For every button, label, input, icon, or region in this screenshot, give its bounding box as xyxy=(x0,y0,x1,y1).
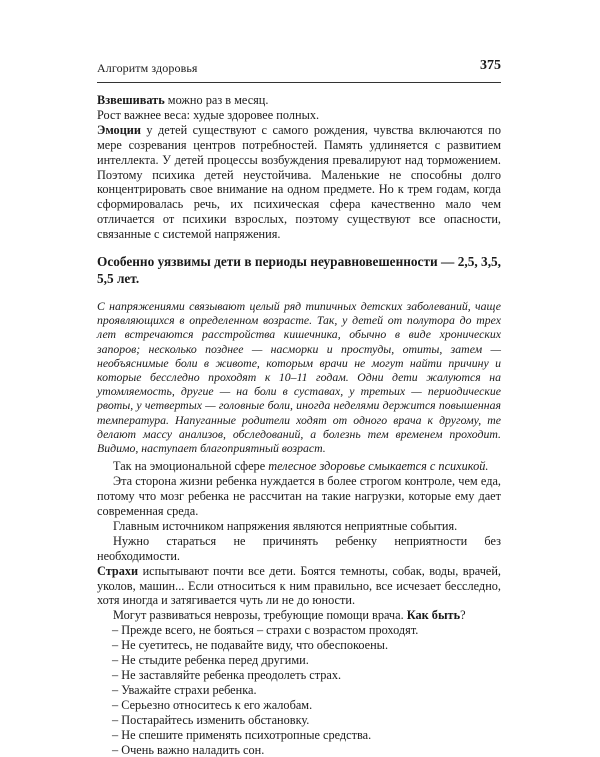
running-header xyxy=(97,60,501,83)
advice-list xyxy=(97,623,501,757)
paragraph-neuroses xyxy=(97,608,501,623)
term-fears: Страхи xyxy=(97,563,139,578)
term-how: Как быть xyxy=(406,608,461,623)
term-emotions: Эмоции xyxy=(97,122,141,137)
italic-paragraph: С напряжениями связывают целый ряд типичных детских заболеваний, чаще проявляющихся в определенном возрасте. Так, у детей от полутора до трех лет встречаются расстройства кишечника, обычно в виде хронических запоров; несколько позднее — насморки и простуды, отиты, затем — необъяснимые боли в животе, которым врачи не могут найти причину и которые бесследно проходят к 10–11 годам. Одни дети жалуются на утомляемость, другие — на боли в суставах, у третьих — периодические рвоты, у четвертых — головные боли, иногда неделями держится повышенная температура. Напуганные родители ходят от одного врача к другому, те делают массу анализов, обследований, а болезнь тем временем проходит. Видимо, наступает благоприятный возраст. xyxy=(97,299,501,456)
list-item: – Не спешите применять психотропные средства. xyxy=(112,727,372,742)
paragraph-emotional-sphere-text: Так на эмоциональной сфере xyxy=(113,459,269,474)
list-item: – Постарайтесь изменить обстановку. xyxy=(112,712,310,727)
paragraph-emotional-sphere xyxy=(97,459,501,474)
paragraph-weigh-text: можно раз в месяц. xyxy=(164,93,269,107)
paragraph-weigh xyxy=(97,93,501,108)
paragraph-emotions xyxy=(97,123,501,242)
running-header-title: Алгоритм здоровья xyxy=(97,61,198,75)
list-item: – Уважайте страхи ребенка. xyxy=(112,682,257,697)
paragraph-source: Главным источником напряжения являются неприятные события. xyxy=(113,518,458,533)
paragraph-advice: Нужно стараться не причинять ребенку неприятности без необходимости. xyxy=(97,533,501,563)
page-body xyxy=(97,93,501,757)
section-heading: Особенно уязвимы дети в периоды неуравновешенности — 2,5, 3,5, 5,5 лет. xyxy=(97,254,501,286)
paragraph-fears-text: испытывают почти все дети. Боятся темноты, собак, воды, врачей, уколов, машин... Если относиться к ним правильно, все исчезает бесследно, хотя иногда и затягивается чуть ли не до юности. xyxy=(97,563,501,608)
paragraph-neuroses-text: Могут развиваться неврозы, требующие помощи врача. xyxy=(113,608,407,623)
page-number: 375 xyxy=(480,58,501,73)
list-item: – Не стыдите ребенка перед другими. xyxy=(112,653,309,668)
paragraph-fears xyxy=(97,564,501,609)
list-item: – Не суетитесь, не подавайте виду, что обеспокоены. xyxy=(112,638,389,653)
emphasis-health-psyche: телесное здоровье смыкается с психикой. xyxy=(268,459,489,474)
paragraph-control: Эта сторона жизни ребенка нуждается в более строгом контроле, чем еда, потому что мозг ребенка не рассчитан на такие нагрузки, которые ему дает современная среда. xyxy=(97,474,501,519)
paragraph-growth: Рост важнее веса: худые здоровее полных. xyxy=(97,107,320,122)
term-weigh: Взвешивать xyxy=(97,93,165,107)
paragraph-emotions-text: у детей существуют с самого рождения, чувства включаются по мере созревания центров потребностей. Память удлиняется с развитием интеллекта. У детей процессы возбуждения превалируют над торможением. Поэтому психика детей неустойчива. Маленькие не способны долго концентрировать свое внимание на одном предмете. Но к трем годам, когда сформировалась речь, их психическая сфера качественно мало чем отличается от психики взрослых, поэтому существуют все опасности, связанные с системой напряжения. xyxy=(97,122,501,242)
list-item: – Очень важно наладить сон. xyxy=(112,742,265,757)
list-item: – Прежде всего, не бояться – страхи с возрастом проходят. xyxy=(112,623,419,638)
list-item: – Серьезно относитесь к его жалобам. xyxy=(112,697,313,712)
question-mark: ? xyxy=(460,608,466,623)
list-item: – Не заставляйте ребенка преодолеть страх. xyxy=(112,667,342,682)
